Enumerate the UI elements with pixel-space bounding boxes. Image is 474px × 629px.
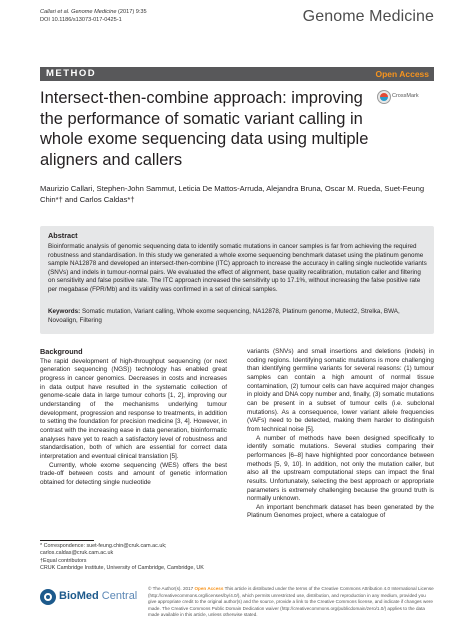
- copyright: © The Author(s). 2017: [148, 586, 195, 591]
- journal-name: Genome Medicine: [302, 8, 434, 25]
- crossmark-badge[interactable]: [377, 90, 437, 104]
- paragraph: variants (SNVs) and small insertions and deletions (indels) in coding regions. Identifying somatic mutations is more challenging than identifying germline variants for several reasons: (1) tumour samples can contain a high amount of normal tissue contamination, (2) tumour cells can have acquired major changes in ploidy and DNA copy number and, finally, (3) somatic mutations can be present in a subset of tumour cells (i.e. subclonal mutations). As a consequence, lower variant allele frequencies (VAFs) need to be detected, making them harder to distinguish from technical noise [5].: [247, 348, 434, 433]
- equal-contributors-note: †Equal contributors: [40, 557, 87, 564]
- biomed-central-logo-icon: [40, 589, 56, 605]
- correspondence-line[interactable]: * Correspondence: suet-feung.chin@cruk.cam.ac.uk;: [40, 543, 167, 549]
- open-access-label: Open Access: [375, 69, 429, 79]
- keywords-label: Keywords:: [48, 308, 81, 315]
- crossmark-icon: [377, 90, 391, 104]
- section-heading-background: Background: [40, 347, 83, 356]
- biomed-central-logo[interactable]: [40, 588, 140, 610]
- keywords-list: Somatic mutation, Variant calling, Whole exome sequencing, NA12878, Platinum genome, Mutect2, Strelka, BWA, Novoalign, Filtering: [48, 308, 400, 324]
- citation-journal: Callari et al. Genome Medicine: [40, 9, 117, 15]
- paragraph: An important benchmark dataset has been generated by the Platinum Genomes project, where a catalogue of: [247, 503, 434, 520]
- author-list: Maurizio Callari, Stephen-John Sammut, Leticia De Mattos-Arruda, Alejandra Bruna, Oscar M. Rueda, Suet-Feung Chin*† and Carlos Caldas*†: [40, 184, 425, 204]
- citation-volume: (2017) 9:35: [116, 9, 147, 15]
- citation-line: [40, 8, 147, 16]
- paragraph: The rapid development of high-throughput sequencing (or next generation sequencing (NGS)) technology has enabled great progress in cancer genomics. Decreases in costs and increases in data output have resulted in the systematic collection of genome-scale data in large tumour cohorts [1, 2], improving our understanding of the mechanisms underlying tumour development, progression and response to treatments, in addition to setting the foundation for precision medicine [3, 4]. However, in contrast with the increasing ease in data generation, bioinformatic analyses have yet to reach a satisfactory level of robustness and standardisation, both of which are essential for correct data interpretation and eventual clinical translation [5].: [40, 357, 227, 460]
- body-column-right: [247, 348, 434, 521]
- logo-bold-part: BioMed: [59, 590, 99, 602]
- doi[interactable]: DOI 10.1186/s13073-017-0425-1: [40, 17, 122, 23]
- license-open-access: Open Access: [194, 586, 224, 591]
- paragraph: A number of methods have been designed specifically to identify somatic mutations. Several studies comparing their performances [6–8] have highlighted poor concordance between methods [5, 9, 10]. In addition, not only the mutation caller, but also all the upstream computational steps can impact the final results. Unfortunately, selecting the best approach or appropriate parameters is extremely challenging because the ground truth is normally unknown.: [247, 434, 434, 503]
- footnote-divider: [40, 540, 94, 541]
- correspondence-email[interactable]: carlos.caldas@cruk.cam.ac.uk: [40, 550, 114, 557]
- abstract-text: Bioinformatic analysis of genomic sequencing data to identify somatic mutations in cancer samples is far from achieving the required robustness and standardisation. In this study we generated a whole exome sequencing benchmark dataset using the platinum genome sample NA12878 and developed an intersect-then-combine (ITC) approach to increase the accuracy in calling single nucleotide variants (SNVs) and indels in tumour-normal pairs. We evaluated the effect of alignment, base quality recalibration, mutation caller and filtering on sensitivity and false positive rate. The ITC approach increased the sensitivity up to 17.1%, without increasing the false positive rate per megabase (FPR/Mb) and its validity was confirmed in a set of clinical samples.: [48, 243, 427, 293]
- abstract-box: [40, 226, 434, 334]
- affiliation: CRUK Cambridge Institute, University of Cambridge, Cambridge, UK: [40, 564, 204, 571]
- body-column-left: [40, 348, 227, 488]
- paragraph: Currently, whole exome sequencing (WES) offers the best trade-off between costs and amount of genetic information obtained for detecting single nucleotide: [40, 461, 227, 486]
- citation: [40, 8, 147, 24]
- article-title: Intersect-then-combine approach: improving the performance of somatic variant calling in whole exome sequencing data using multiple aligners and callers: [40, 89, 369, 169]
- biomed-central-wordmark: [59, 590, 137, 602]
- footnotes: [40, 543, 227, 572]
- article-type: METHOD: [46, 68, 97, 79]
- logo-light-part: Central: [98, 590, 138, 602]
- abstract-heading: Abstract: [48, 231, 78, 240]
- article-type-band: [40, 67, 434, 81]
- crossmark-label: CrossMark: [392, 93, 419, 99]
- keywords: [48, 308, 428, 325]
- license-body: This article is distributed under the terms of the Creative Commons Attribution 4.0 International License (http://creativecommons.org/licenses/by/4.0/), which permits unrestricted use, distribution, and reproduction in any medium, provided you give appropriate credit to the original author(s) and the source, provide a link to the Creative Commons license, and indicate if changes were made. The Creative Commons Public Domain Dedication waiver (http://creativecommons.org/publicdomain/zero/1.0/) applies to the data made available in this article, unless otherwise stated.: [148, 586, 434, 617]
- license-text: [148, 586, 434, 619]
